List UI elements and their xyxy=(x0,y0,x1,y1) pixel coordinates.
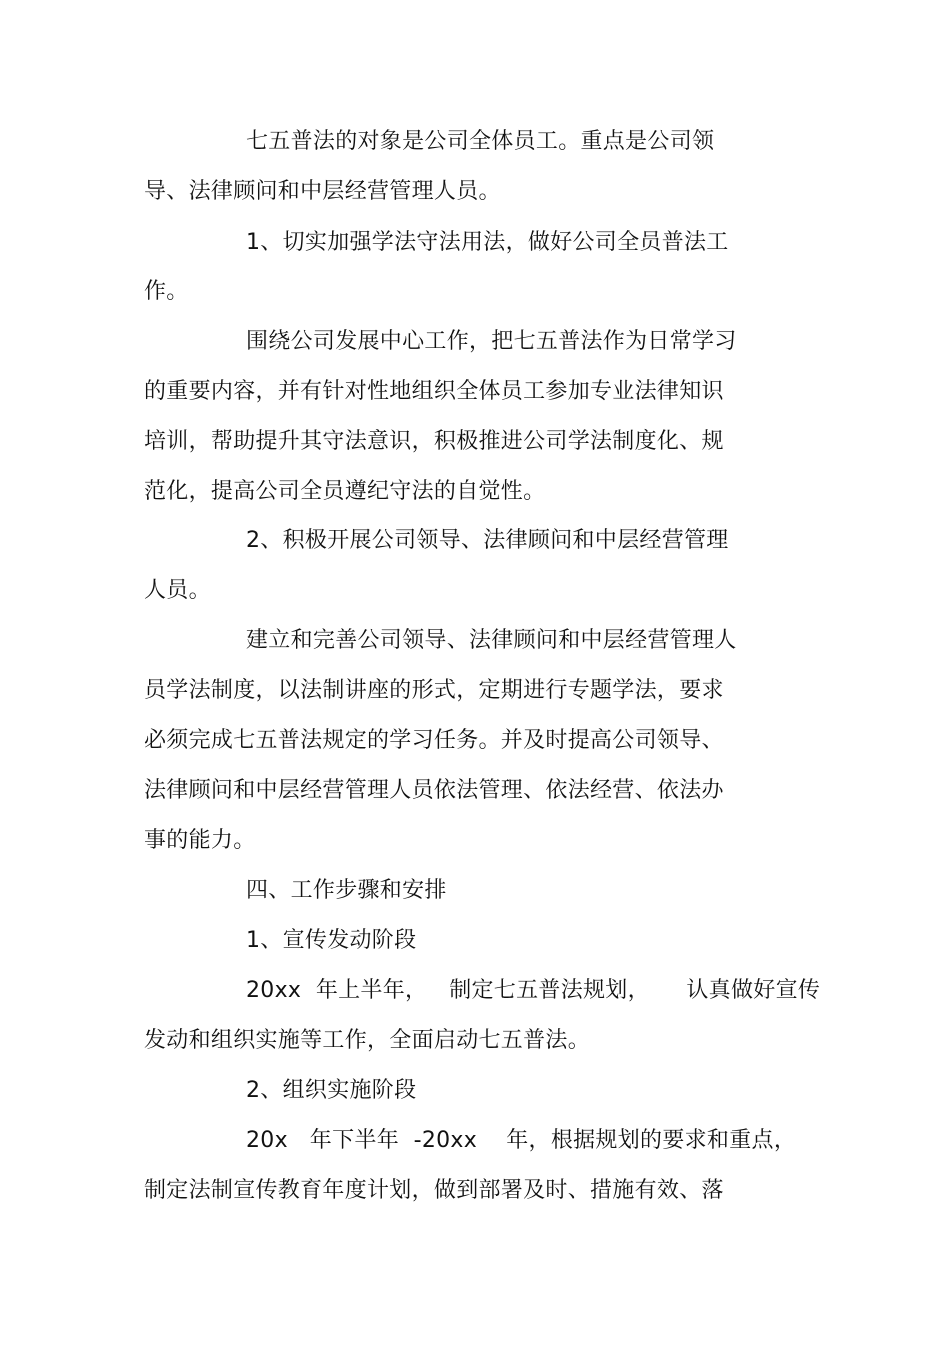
section-heading-line: 作。 xyxy=(144,279,189,304)
paragraph-line: 的重要内容，并有针对性地组织全体员工参加专业法律知识 xyxy=(144,379,724,404)
paragraph-line: 事的能力。 xyxy=(144,828,256,853)
paragraph-line: 20x 年下半年 -20xx 年，根据规划的要求和重点， xyxy=(246,1128,797,1153)
paragraph-line: 制定法制宣传教育年度计划，做到部署及时、措施有效、落 xyxy=(144,1178,724,1203)
section-heading-line: 2、组织实施阶段 xyxy=(246,1078,417,1103)
paragraph-line: 必须完成七五普法规定的学习任务。并及时提高公司领导、 xyxy=(144,728,724,753)
paragraph-line: 建立和完善公司领导、法律顾问和中层经营管理人 xyxy=(246,628,737,653)
paragraph-line: 培训，帮助提升其守法意识，积极推进公司学法制度化、规 xyxy=(144,429,724,454)
section-heading-line: 2、积极开展公司领导、法律顾问和中层经营管理 xyxy=(246,528,729,553)
paragraph-line: 法律顾问和中层经营管理人员依法管理、依法经营、依法办 xyxy=(144,778,724,803)
paragraph-line: 发动和组织实施等工作，全面启动七五普法。 xyxy=(144,1028,591,1053)
paragraph-line: 七五普法的对象是公司全体员工。重点是公司领 xyxy=(246,129,715,154)
section-heading-line: 人员。 xyxy=(144,578,211,603)
paragraph-line: 围绕公司发展中心工作，把七五普法作为日常学习 xyxy=(246,329,737,354)
section-heading-line: 1、宣传发动阶段 xyxy=(246,928,417,953)
paragraph-line: 员学法制度，以法制讲座的形式，定期进行专题学法，要求 xyxy=(144,678,724,703)
section-heading-line: 四、工作步骤和安排 xyxy=(246,878,447,903)
paragraph-line: 范化，提高公司全员遵纪守法的自觉性。 xyxy=(144,479,546,504)
paragraph-line: 导、法律顾问和中层经营管理人员。 xyxy=(144,179,501,204)
paragraph-line: 20xx 年上半年， 制定七五普法规划， 认真做好宣传 xyxy=(246,978,821,1003)
section-heading-line: 1、切实加强学法守法用法，做好公司全员普法工 xyxy=(246,230,729,255)
